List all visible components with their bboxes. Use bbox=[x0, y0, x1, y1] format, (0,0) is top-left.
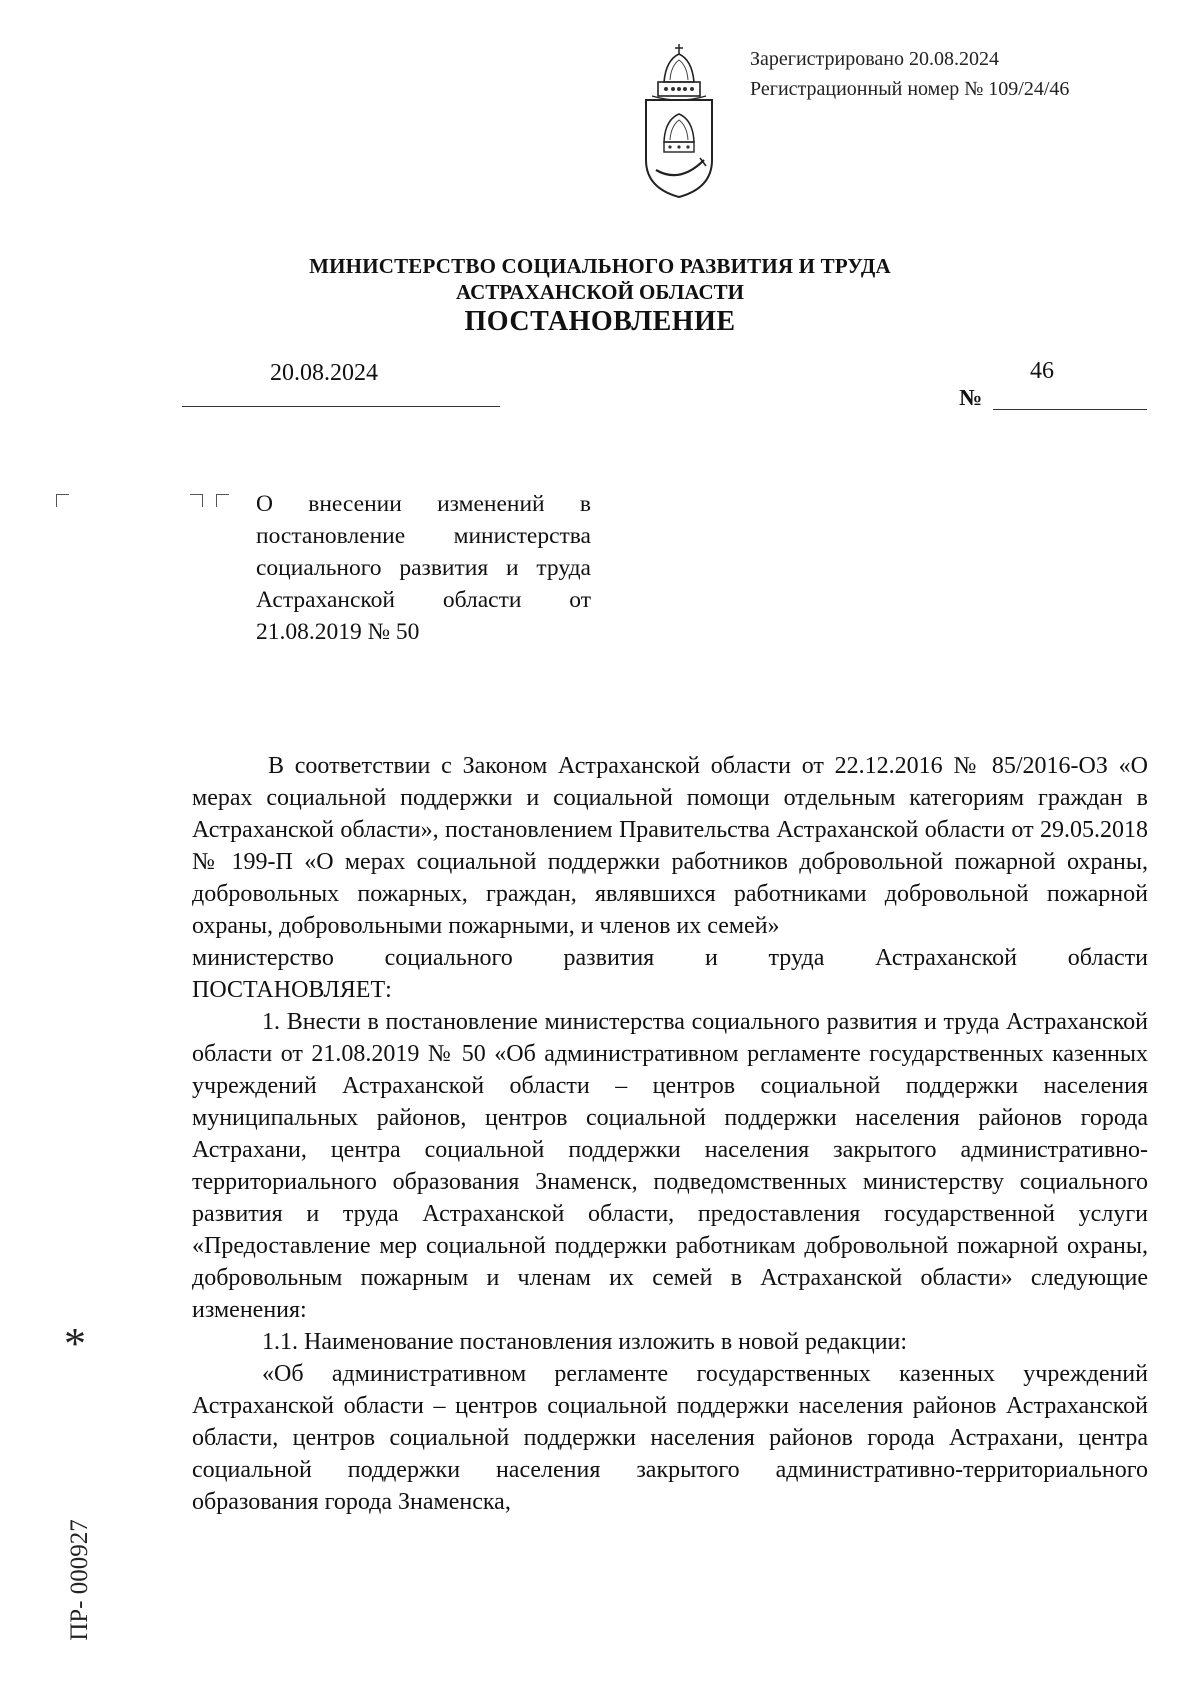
resolves-keyword: ПОСТАНОВЛЯЕТ: bbox=[192, 977, 392, 1003]
document-date: 20.08.2024 bbox=[270, 360, 378, 386]
date-underline bbox=[182, 406, 500, 407]
document-number: 46 bbox=[1030, 358, 1054, 384]
document-type-title: ПОСТАНОВЛЕНИЕ bbox=[464, 306, 736, 337]
issuing-authority: министерство социального развития и труда Астраханской области bbox=[192, 945, 1148, 971]
ministry-name-line2: АСТРАХАНСКОЙ ОБЛАСТИ bbox=[455, 280, 745, 304]
subject-corner-mark-left bbox=[216, 494, 229, 507]
item-1-1-paragraph: 1.1. Наименование постановления изложить в новой редакции: bbox=[262, 1329, 908, 1355]
margin-asterisk-mark: * bbox=[64, 1319, 86, 1368]
number-underline bbox=[993, 409, 1147, 410]
side-registry-code: ПР- 000927 bbox=[66, 1519, 93, 1641]
ministry-name-line1: МИНИСТЕРСТВО СОЦИАЛЬНОГО РАЗВИТИЯ И ТРУДА bbox=[309, 254, 891, 278]
registration-number: Регистрационный номер № 109/24/46 bbox=[750, 78, 1070, 100]
document-subject: О внесении изменений в постановление министерства социального развития и труда Астраханской области от 21.08.2019 № 50 bbox=[256, 491, 591, 645]
subject-corner-mark-right bbox=[190, 494, 203, 507]
item-1-paragraph: 1. Внести в постановление министерства социального развития и труда Астраханской области от 21.08.2019 № 50 «Об административном регламенте государственных казенных учреждений Астраханской области – центров социальной поддержки населения муниципальных районов, центров социальной поддержки населения районов города Астрахани, центра социальной поддержки населения закрытого административно-территориального образования Знаменск, подведомственных министерству социального развития и труда Астраханской области, предоставления государственной услуги «Предоставление мер социальной поддержки работникам добровольной пожарной охраны, добровольным пожарным и членам их семей в Астраханской области» следующие изменения: bbox=[192, 1009, 1148, 1323]
coat-of-arms-emblem bbox=[640, 42, 718, 200]
registration-stamp bbox=[750, 44, 1069, 104]
quoted-new-title: «Об административном регламенте государственных казенных учреждений Астраханской области – центров социальной поддержки населения районов Астраханской области, центров социальной поддержки населения районов города Астрахани, центра социальной поддержки населения закрытого административно-территориального образования города Знаменска, bbox=[192, 1361, 1148, 1515]
number-sign: № bbox=[959, 385, 983, 410]
document-body bbox=[192, 750, 1148, 1518]
left-corner-mark bbox=[56, 494, 69, 507]
preamble-paragraph: В соответствии с Законом Астраханской области от 22.12.2016 № 85/2016-ОЗ «О мерах социальной поддержки и социальной помощи отдельным категориям граждан в Астраханской области», постановлением Правительства Астраханской области от 29.05.2018 № 199-П «О мерах социальной поддержки работников добровольной пожарной охраны, добровольных пожарных, граждан, являвшихся работниками добровольной пожарной охраны, добровольными пожарными, и членов их семей» bbox=[192, 753, 1148, 939]
registration-date: Зарегистрировано 20.08.2024 bbox=[750, 48, 1000, 70]
